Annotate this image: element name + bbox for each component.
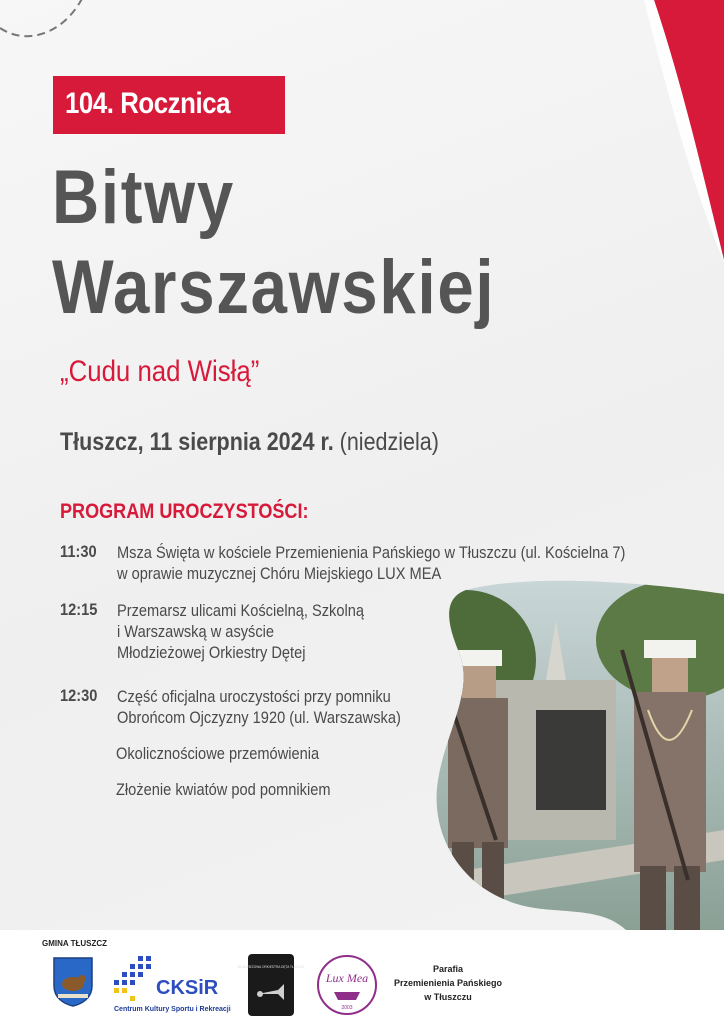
program-extra: Złożenie kwiatów pod pomnikiem — [116, 780, 331, 799]
program-line: Msza Święta w kościele Przemienienia Pańskiego w Tłuszczu (ul. Kościelna 7) — [117, 543, 626, 562]
parish-line: Przemienienia Pańskiego — [393, 978, 503, 988]
gmina-label: GMINA TŁUSZCZ — [42, 939, 108, 948]
event-date — [60, 428, 439, 457]
program-line: Obrońcom Ojczyzny 1920 (ul. Warszawska) — [117, 708, 401, 727]
program-heading: PROGRAM UROCZYSTOŚCI: — [60, 500, 309, 523]
cksir-logo-text: CKSiR — [156, 977, 219, 999]
event-date-main: Tłuszcz, 11 sierpnia 2024 r. — [60, 428, 334, 456]
footer-logos — [0, 930, 724, 1024]
subtitle: „Cudu nad Wisłą” — [60, 355, 260, 388]
anniversary-badge — [53, 76, 285, 134]
orchestra-logo-text: MŁODZIEŻOWA ORKIESTRA DĘTA TŁUSZCZ — [237, 965, 305, 969]
program-line: Część oficjalna uroczystości przy pomniku — [117, 687, 391, 706]
parish-line: w Tłuszczu — [424, 992, 472, 1002]
program-line: i Warszawską w asyście — [117, 622, 275, 641]
program-time: 11:30 — [60, 542, 97, 561]
program-line: w oprawie muzycznej Chóru Miejskiego LUX MEA — [117, 564, 442, 583]
program-time: 12:30 — [60, 686, 98, 705]
program-time: 12:15 — [60, 600, 98, 619]
parish-label — [392, 962, 504, 1004]
luxmea-logo-icon — [316, 954, 378, 1016]
title-line-1: Bitwy — [52, 155, 235, 240]
event-day: (niedziela) — [339, 428, 439, 456]
program-line: Przemarsz ulicami Kościelną, Szkolną — [117, 601, 365, 620]
program-description — [117, 600, 364, 663]
luxmea-year: 2003 — [341, 1005, 353, 1011]
soldiers-photo — [426, 580, 724, 930]
dashed-arc-decoration — [0, 0, 110, 50]
title-line-2: Warszawskiej — [52, 245, 496, 330]
cksir-name: Centrum Kultury Sportu i Rekreacji — [114, 1006, 231, 1013]
badge-text: 104. Rocznica — [65, 87, 231, 120]
program-extra: Okolicznościowe przemówienia — [116, 744, 320, 763]
program-description — [117, 542, 625, 584]
orchestra-logo-icon — [237, 954, 305, 1016]
program-description — [117, 686, 401, 728]
program-line: Młodzieżowej Orkiestry Dętej — [117, 643, 306, 662]
parish-line: Parafia — [432, 964, 464, 974]
red-corner-decoration — [614, 0, 724, 260]
coat-of-arms-icon — [52, 956, 94, 1008]
luxmea-logo-text: Lux Mea — [325, 971, 369, 985]
